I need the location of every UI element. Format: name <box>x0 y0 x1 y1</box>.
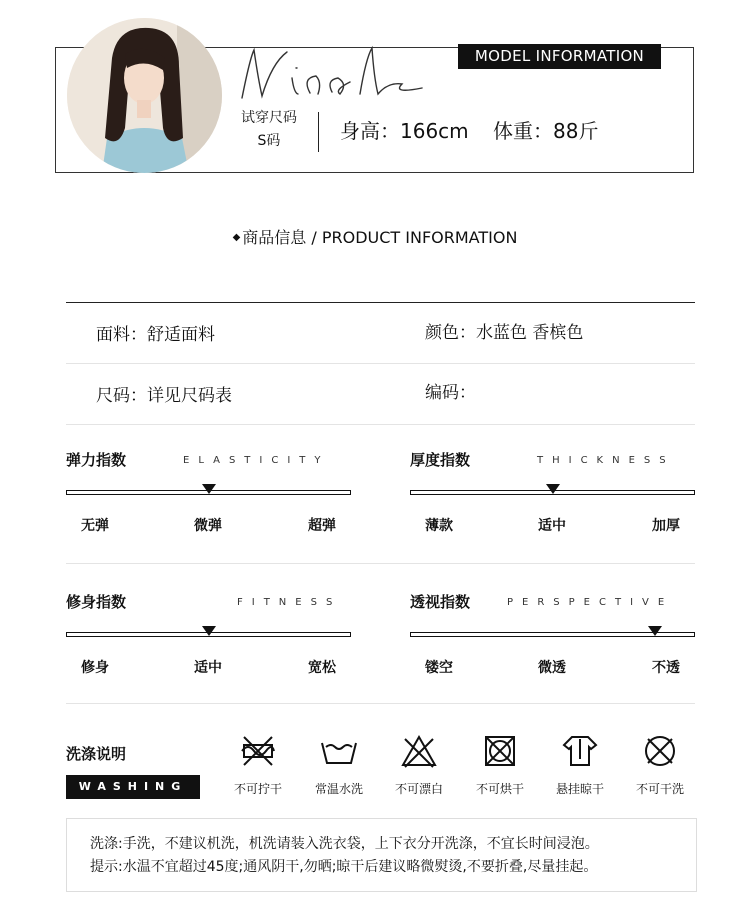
washing-title: 洗涤说明 <box>66 745 127 763</box>
scale-marker-icon <box>648 626 662 636</box>
scale-marker-icon <box>202 626 216 636</box>
care-notes-box <box>66 818 697 892</box>
scale-label: 修身指数 <box>66 593 127 611</box>
scale-tick-label: 适中 <box>538 518 566 534</box>
scale-row-divider <box>66 703 695 704</box>
section-title-text: 商品信息 / PRODUCT INFORMATION <box>242 228 518 247</box>
size-info: 尺码：详见尺码表 <box>96 386 232 406</box>
hang-dry-icon <box>550 733 610 773</box>
scale-tick-label: 微弹 <box>194 518 222 534</box>
trial-size-label: 试穿尺码 <box>241 110 297 126</box>
scale-tick-label: 不透 <box>652 660 680 676</box>
model-weight: 体重：88斤 <box>493 119 599 143</box>
washing-icon-label: 不可拧干 <box>233 782 282 796</box>
scale-english-label: FITNESS <box>237 597 342 608</box>
no-dry-clean-icon <box>630 733 690 773</box>
washing-icon-label: 不可烘干 <box>475 782 524 796</box>
washing-icon-label: 悬挂晾干 <box>555 782 604 796</box>
scale-label: 弹力指数 <box>66 451 127 469</box>
scale-tick-label: 适中 <box>194 660 222 676</box>
model-stats <box>340 117 616 145</box>
info-row-divider <box>66 424 695 425</box>
info-row-divider <box>66 363 695 364</box>
washing-icon-label: 常温水洗 <box>314 782 363 796</box>
washing-icon-label: 不可干洗 <box>635 782 684 796</box>
no-wring-icon <box>228 733 288 773</box>
washing-icon-label: 不可漂白 <box>394 782 443 796</box>
scale-tick-label: 宽松 <box>308 660 336 676</box>
fabric-info: 面料：舒适面料 <box>96 325 215 345</box>
no-bleach-icon <box>389 733 449 773</box>
info-table-top-rule <box>66 302 695 303</box>
no-tumble-dry-icon <box>470 733 530 773</box>
scale-tick-label: 加厚 <box>652 518 680 534</box>
scale-tick-label: 修身 <box>81 660 109 676</box>
code-info: 编码： <box>425 383 476 403</box>
scale-tick-label: 镂空 <box>425 660 453 676</box>
model-divider <box>318 112 319 152</box>
scale-label: 透视指数 <box>410 593 471 611</box>
scale-tick-label: 微透 <box>538 660 566 676</box>
scale-english-label: ELASTICITY <box>183 455 330 466</box>
model-information-tag: MODEL INFORMATION <box>458 44 661 69</box>
scale-row-divider <box>66 563 695 564</box>
scale-english-label: PERSPECTIVE <box>507 597 674 608</box>
color-info: 颜色：水蓝色 香槟色 <box>425 323 584 343</box>
scale-label: 厚度指数 <box>410 451 471 469</box>
scale-marker-icon <box>546 484 560 494</box>
scale-marker-icon <box>202 484 216 494</box>
model-height: 身高：166cm <box>340 119 469 143</box>
washing-tag: WASHING <box>66 775 200 799</box>
scale-tick-label: 薄款 <box>425 518 453 534</box>
diamond-icon: ◆ <box>232 232 241 243</box>
scale-english-label: THICKNESS <box>537 455 675 466</box>
care-note-line: 洗涤:手洗，不建议机洗，机洗请装入洗衣袋，上下衣分开洗涤，不宜长时间浸泡。 <box>90 836 599 852</box>
normal-wash-icon <box>309 733 369 773</box>
care-note-line: 提示:水温不宜超过45度;通风阴干,勿晒;晾干后建议略微熨烫,不要折叠,尽量挂起。 <box>90 859 598 875</box>
trial-size-value: S码 <box>257 133 281 149</box>
section-title <box>0 228 750 248</box>
model-avatar <box>67 18 222 173</box>
scale-tick-label: 无弹 <box>81 518 109 534</box>
scale-tick-label: 超弹 <box>308 518 336 534</box>
